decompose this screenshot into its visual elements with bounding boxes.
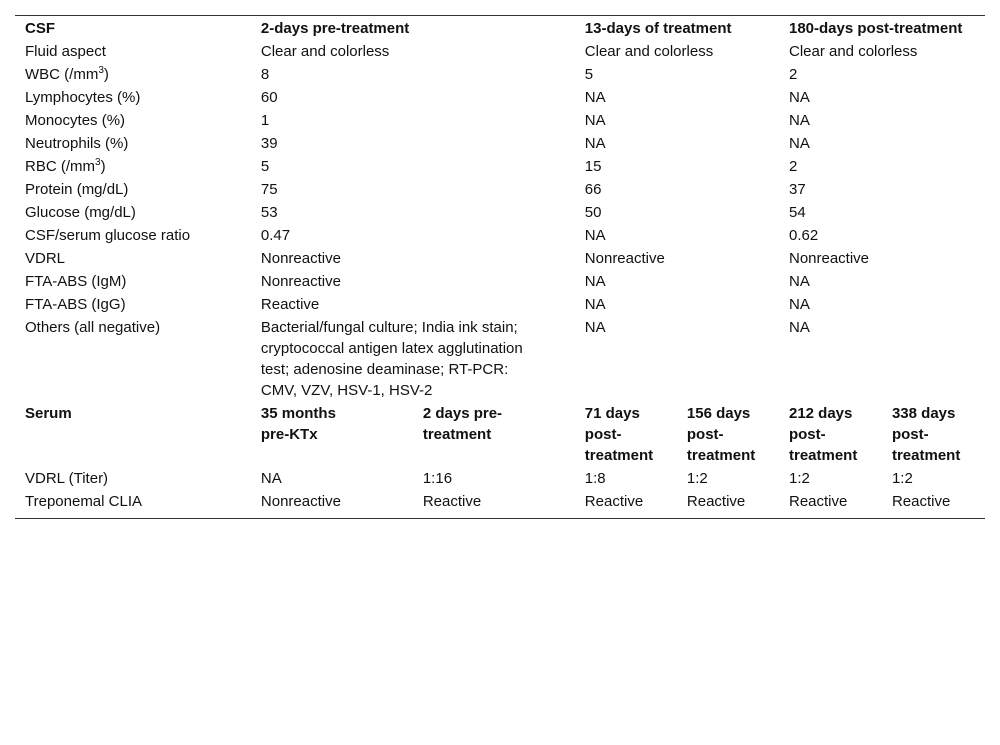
row-label-sup: 3: [95, 157, 101, 168]
row-label-tail: ): [100, 158, 106, 175]
cell-mid: NA: [584, 135, 606, 152]
cell-mid: NA: [584, 89, 606, 106]
row-label-base: RBC (/mm: [25, 158, 95, 175]
row-label: Monocytes (%): [25, 112, 126, 129]
table-row: [15, 62, 985, 85]
cell-post: 2: [788, 158, 798, 175]
serum-cell: Reactive: [584, 493, 644, 510]
serum-cell: Nonreactive: [260, 493, 341, 510]
row-label: [15, 154, 251, 177]
csf-header-mid: 13-days of treatment: [584, 20, 732, 37]
row-label: Others (all negative): [25, 319, 161, 336]
table-row: [15, 108, 985, 131]
cell-post: Clear and colorless: [788, 43, 918, 60]
row-label: CSF/serum glucose ratio: [25, 227, 191, 244]
row-label: Fluid aspect: [25, 43, 106, 60]
serum-cell: Reactive: [788, 493, 848, 510]
cell-pre: Bacterial/fungal culture; India ink stain; cryptococcal antigen latex agglutination test; adenosine deaminase; RT-PCR: CMV, VZV, HSV-1, HSV-2: [260, 319, 523, 399]
table-row: [15, 489, 985, 518]
cell-post: 54: [788, 204, 806, 221]
cell-mid: 50: [584, 204, 602, 221]
cell-pre: 75: [260, 181, 278, 198]
serum-cell: 1:2: [788, 470, 810, 487]
cell-post: 37: [788, 181, 806, 198]
cell-pre: 8: [260, 66, 270, 83]
cell-pre: 60: [260, 89, 278, 106]
serum-header-col: 71 days post-treatment: [584, 405, 654, 464]
table-row: [15, 246, 985, 269]
cell-post: NA: [788, 319, 810, 336]
cell-mid: NA: [584, 227, 606, 244]
cell-mid: Nonreactive: [584, 250, 665, 267]
row-label: Glucose (mg/dL): [25, 204, 136, 221]
serum-cell: 1:2: [686, 470, 708, 487]
cell-mid: NA: [584, 112, 606, 129]
lab-results-table: [15, 15, 985, 519]
serum-cell: 1:8: [584, 470, 606, 487]
cell-mid: NA: [584, 319, 606, 336]
serum-cell: Reactive: [891, 493, 951, 510]
row-label: [15, 62, 251, 85]
cell-pre: Clear and colorless: [260, 43, 390, 60]
cell-pre: 5: [260, 158, 270, 175]
serum-section-label: Serum: [25, 405, 72, 422]
cell-post: 0.62: [788, 227, 819, 244]
row-label: Protein (mg/dL): [25, 181, 129, 198]
cell-pre: Nonreactive: [260, 250, 341, 267]
row-label: FTA-ABS (IgM): [25, 273, 127, 290]
table-row: [15, 315, 985, 401]
cell-mid: 15: [584, 158, 602, 175]
cell-mid: Clear and colorless: [584, 43, 714, 60]
row-label-base: WBC (/mm: [25, 66, 99, 83]
serum-cell: 1:2: [891, 470, 913, 487]
cell-pre: 53: [260, 204, 278, 221]
table-row: [15, 131, 985, 154]
csf-header-post: 180-days post-treatment: [788, 20, 963, 37]
serum-cell: 1:16: [422, 470, 453, 487]
row-label: FTA-ABS (IgG): [25, 296, 126, 313]
cell-post: NA: [788, 273, 810, 290]
table-row: [15, 223, 985, 246]
serum-header-col: 338 days post-treatment: [891, 405, 961, 464]
cell-pre: 0.47: [260, 227, 291, 244]
table-row: [15, 154, 985, 177]
row-label: Neutrophils (%): [25, 135, 129, 152]
serum-header-col: 35 months pre-KTx: [260, 405, 336, 443]
cell-post: NA: [788, 296, 810, 313]
table-row: [15, 200, 985, 223]
table-row: [15, 85, 985, 108]
table-row: [15, 292, 985, 315]
csf-header-pre: 2-days pre-treatment: [260, 20, 410, 37]
table-row: [15, 466, 985, 489]
cell-mid: NA: [584, 296, 606, 313]
serum-cell: Reactive: [422, 493, 482, 510]
table-row: [15, 177, 985, 200]
serum-header-row: [15, 401, 985, 466]
cell-post: 2: [788, 66, 798, 83]
serum-cell: NA: [260, 470, 282, 487]
row-label: Lymphocytes (%): [25, 89, 141, 106]
cell-post: NA: [788, 135, 810, 152]
cell-post: NA: [788, 89, 810, 106]
csf-section-label: CSF: [25, 20, 55, 37]
cell-post: Nonreactive: [788, 250, 870, 267]
serum-header-col: 2 days pre-treatment: [422, 405, 503, 443]
cell-mid: 66: [584, 181, 602, 198]
table-row: [15, 39, 985, 62]
row-label-tail: ): [103, 66, 109, 83]
cell-pre: Nonreactive: [260, 273, 341, 290]
cell-pre: 1: [260, 112, 270, 129]
cell-pre: Reactive: [260, 296, 320, 313]
results-grid: [15, 16, 985, 518]
cell-mid: NA: [584, 273, 606, 290]
serum-cell: Reactive: [686, 493, 746, 510]
row-label: Treponemal CLIA: [25, 493, 142, 510]
serum-header-col: 156 days post-treatment: [686, 405, 756, 464]
table-row: [15, 269, 985, 292]
csf-header-row: [15, 16, 985, 39]
row-label-sup: 3: [98, 65, 104, 76]
cell-post: NA: [788, 112, 810, 129]
row-label: VDRL: [25, 250, 66, 267]
serum-header-col: 212 days post-treatment: [788, 405, 858, 464]
row-label: VDRL (Titer): [25, 470, 109, 487]
cell-mid: 5: [584, 66, 594, 83]
cell-pre: 39: [260, 135, 278, 152]
